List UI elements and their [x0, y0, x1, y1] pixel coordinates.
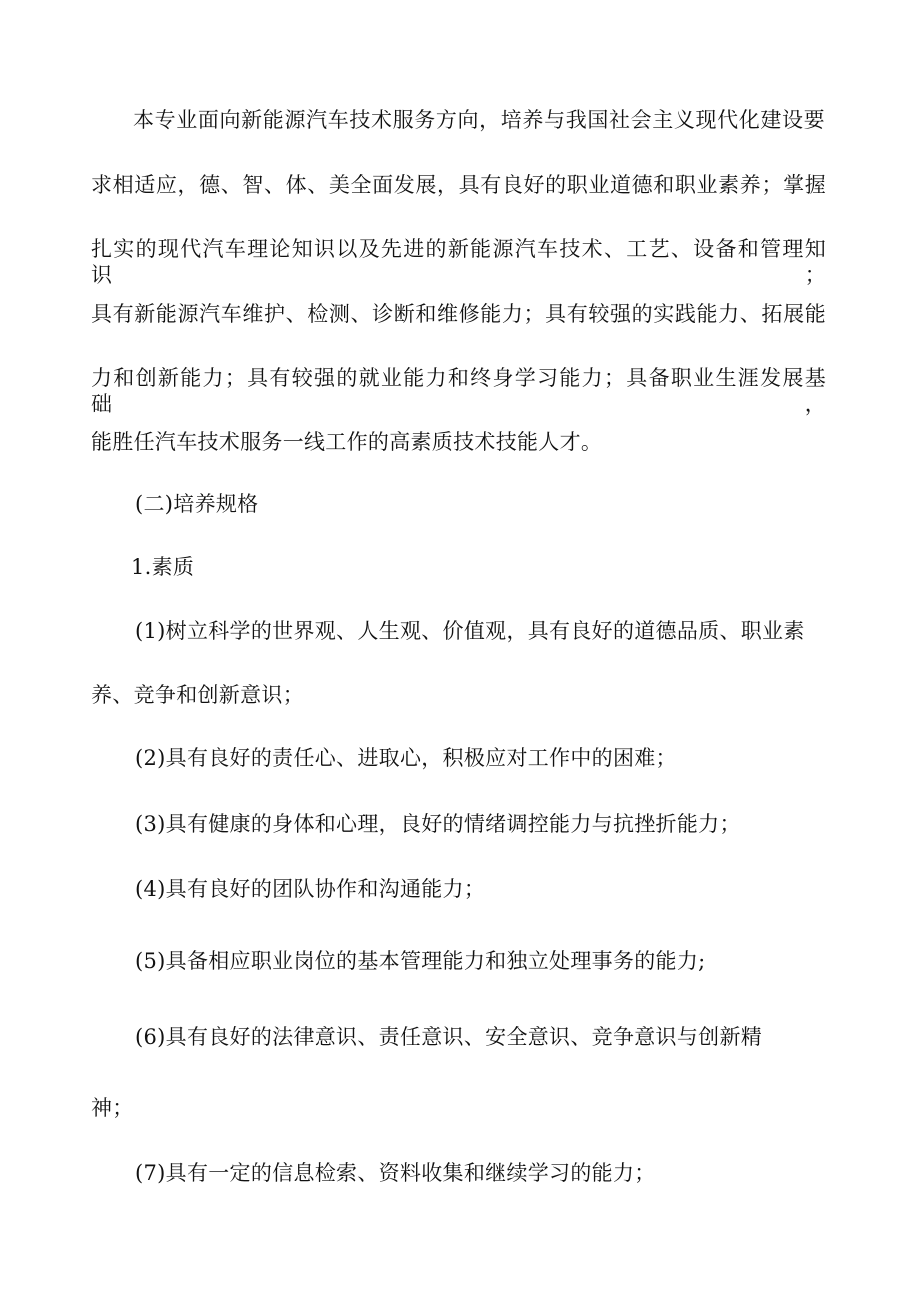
- intro-line-2: 求相适应，德、智、体、美全面发展，具有良好的职业道德和职业素养；掌握: [91, 173, 826, 197]
- item-5: (5)具备相应职业岗位的基本管理能力和独立处理事务的能力;: [135, 949, 706, 973]
- item-1-line-2: 养、竞争和创新意识；: [91, 683, 304, 707]
- intro-line-5: 力和创新能力；具有较强的就业能力和终身学习能力；具备职业生涯发展基础，: [91, 366, 826, 416]
- subsection-heading: 1.素质: [131, 555, 195, 579]
- intro-line-4: 具有新能源汽车维护、检测、诊断和维修能力；具有较强的实践能力、拓展能: [91, 302, 826, 326]
- item-2: (2)具有良好的责任心、进取心，积极应对工作中的困难；: [135, 746, 677, 770]
- intro-line-3: 扎实的现代汽车理论知识以及先进的新能源汽车技术、工艺、设备和管理知识；: [91, 237, 826, 287]
- section-heading: (二)培养规格: [135, 492, 259, 516]
- item-3: (3)具有健康的身体和心理，良好的情绪调控能力与抗挫折能力；: [135, 812, 741, 836]
- item-4: (4)具有良好的团队协作和沟通能力；: [135, 877, 486, 901]
- item-6-line-1: (6)具有良好的法律意识、责任意识、安全意识、竞争意识与创新精: [135, 1025, 763, 1049]
- intro-line-6: 能胜任汽车技术服务一线工作的高素质技术技能人才。: [91, 430, 603, 454]
- item-1-line-1: (1)树立科学的世界观、人生观、价值观，具有良好的道德品质、职业素: [135, 619, 805, 643]
- item-7: (7)具有一定的信息检索、资料收集和继续学习的能力；: [135, 1161, 656, 1185]
- intro-line-1: 本专业面向新能源汽车技术服务方向，培养与我国社会主义现代化建设要: [133, 108, 825, 132]
- item-6-line-2: 神；: [91, 1096, 134, 1120]
